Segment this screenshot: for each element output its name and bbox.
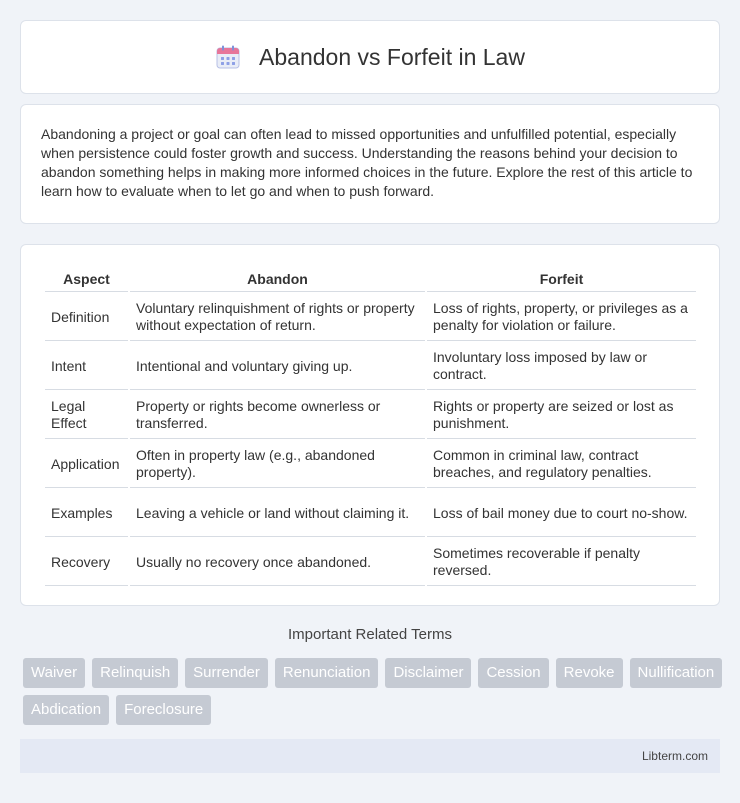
page-title: Abandon vs Forfeit in Law	[259, 43, 525, 70]
comparison-table	[43, 265, 698, 588]
table-row	[45, 343, 696, 390]
related-term-tag[interactable]: Nullification	[630, 658, 723, 688]
table-header-row	[45, 267, 696, 292]
related-term-tag[interactable]: Waiver	[23, 658, 85, 688]
row-aspect: Recovery	[45, 539, 128, 586]
row-forfeit: Involuntary loss imposed by law or contract.	[427, 343, 696, 390]
table-row	[45, 490, 696, 537]
row-abandon: Property or rights become ownerless or transferred.	[130, 392, 425, 439]
related-term-tag[interactable]: Foreclosure	[116, 695, 211, 725]
row-abandon: Usually no recovery once abandoned.	[130, 539, 425, 586]
related-term-tag[interactable]: Disclaimer	[385, 658, 471, 688]
intro-card	[20, 104, 720, 224]
row-aspect: Examples	[45, 490, 128, 537]
row-forfeit: Sometimes recoverable if penalty reversed.	[427, 539, 696, 586]
intro-paragraph: Abandoning a project or goal can often lead to missed opportunities and unfulfilled potential, especially when persistence could foster growth and success. Understanding the reasons behind your decision to abandon something helps in making more informed choices in the future. Explore the rest of this article to learn how to evaluate when to let go and when to push forward.	[41, 126, 693, 199]
table-row	[45, 294, 696, 341]
related-term-tag[interactable]: Revoke	[556, 658, 623, 688]
row-forfeit: Loss of rights, property, or privileges as a penalty for violation or failure.	[427, 294, 696, 341]
related-term-tag[interactable]: Surrender	[185, 658, 268, 688]
row-aspect: Intent	[45, 343, 128, 390]
row-aspect: Definition	[45, 294, 128, 341]
row-abandon: Voluntary relinquishment of rights or property without expectation of return.	[130, 294, 425, 341]
footer	[20, 739, 720, 773]
calendar-icon	[215, 44, 241, 70]
related-term-tag[interactable]: Abdication	[23, 695, 109, 725]
row-abandon: Leaving a vehicle or land without claiming it.	[130, 490, 425, 537]
related-term-tag[interactable]: Cession	[478, 658, 548, 688]
row-forfeit: Loss of bail money due to court no-show.	[427, 490, 696, 537]
row-aspect: Application	[45, 441, 128, 488]
row-aspect: Legal Effect	[45, 392, 128, 439]
row-forfeit: Rights or property are seized or lost as punishment.	[427, 392, 696, 439]
row-forfeit: Common in criminal law, contract breaches, and regulatory penalties.	[427, 441, 696, 488]
related-term-tag[interactable]: Renunciation	[275, 658, 379, 688]
header-forfeit: Forfeit	[427, 267, 696, 292]
row-abandon: Often in property law (e.g., abandoned property).	[130, 441, 425, 488]
table-row	[45, 539, 696, 586]
related-terms-title: Important Related Terms	[288, 626, 452, 643]
table-row	[45, 392, 696, 439]
table-row	[45, 441, 696, 488]
footer-site-link[interactable]: Libterm.com	[641, 749, 708, 763]
header-aspect: Aspect	[45, 267, 128, 292]
related-term-tag[interactable]: Relinquish	[92, 658, 178, 688]
comparison-card	[20, 244, 720, 606]
header-abandon: Abandon	[130, 267, 425, 292]
header-card	[20, 20, 720, 94]
row-abandon: Intentional and voluntary giving up.	[130, 343, 425, 390]
related-terms-list	[23, 658, 723, 725]
